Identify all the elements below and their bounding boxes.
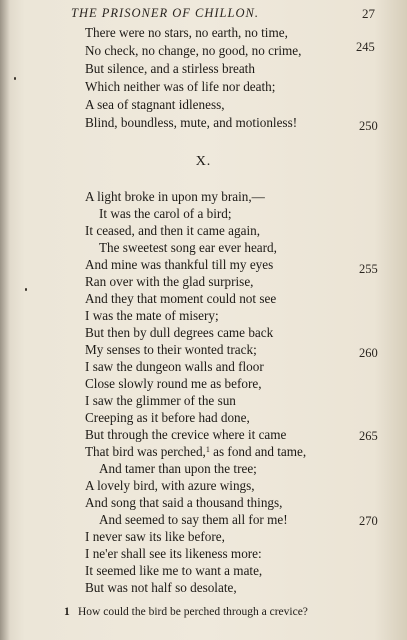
verse-line: Blind, boundless, mute, and motionless! [85,115,298,130]
verse-line: No check, no change, no good, no crime, [85,43,302,58]
verse-line: A light broke in upon my brain,— [85,189,265,204]
verse-line: Creeping as it before had done, [85,410,250,425]
footnote-reference[interactable]: 1 [205,445,210,454]
footnote-mark: 1 [64,606,70,618]
verse-line: My senses to their wonted track; [85,342,257,357]
verse-line: A sea of stagnant idleness, [85,97,225,112]
verse-line: A lovely bird, with azure wings, [85,478,255,493]
verse-line: But then by dull degrees came back [85,325,274,340]
footnote-text: How could the bird be perched through a crevice? [78,606,308,618]
page-number: 27 [362,6,375,21]
verse-line: I saw the glimmer of the sun [85,393,236,408]
line-number: 250 [359,119,378,133]
section-heading: X. [195,154,212,169]
verse-line [85,444,306,460]
verse-line: And song that said a thousand things, [85,495,283,510]
line-number: 265 [359,429,378,443]
line-number: 260 [359,346,378,360]
verse-line: And tamer than upon the tree; [99,461,257,476]
verse-line: I was the mate of misery; [85,308,219,323]
paper-speck [25,288,27,291]
line-number: 255 [359,262,378,276]
verse-line: But through the crevice where it came [85,427,287,442]
verse-text: That bird was perched, [85,444,206,459]
verse-line: It was the carol of a bird; [99,206,232,221]
verse-line: And they that moment could not see [85,291,277,306]
footnote [64,606,308,618]
verse-line: I never saw its like before, [85,529,225,544]
verse-line: It seemed like me to want a mate, [85,563,263,578]
running-head: THE PRISONER OF CHILLON. [71,6,259,20]
verse-line: There were no stars, no earth, no time, [85,25,288,40]
verse-line: I ne'er shall see its likeness more: [85,546,262,561]
verse-line: It ceased, and then it came again, [85,223,261,238]
verse-line: And seemed to say them all for me! [99,512,288,527]
line-number: 270 [359,514,378,528]
verse-line: I saw the dungeon walls and floor [85,359,264,374]
verse-line: Which neither was of life nor death; [85,79,276,94]
verse-line: And mine was thankful till my eyes [85,257,274,272]
binding-shadow [0,0,10,640]
verse-line: But silence, and a stirless breath [85,61,255,76]
verse-text: as fond and tame, [209,444,307,459]
paper-speck [14,77,16,80]
verse-line: The sweetest song ear ever heard, [99,240,277,255]
verse-line: Close slowly round me as before, [85,376,262,391]
line-number: 245 [356,40,375,54]
verse-line: But was not half so desolate, [85,580,237,595]
verse-line: Ran over with the glad surprise, [85,274,254,289]
